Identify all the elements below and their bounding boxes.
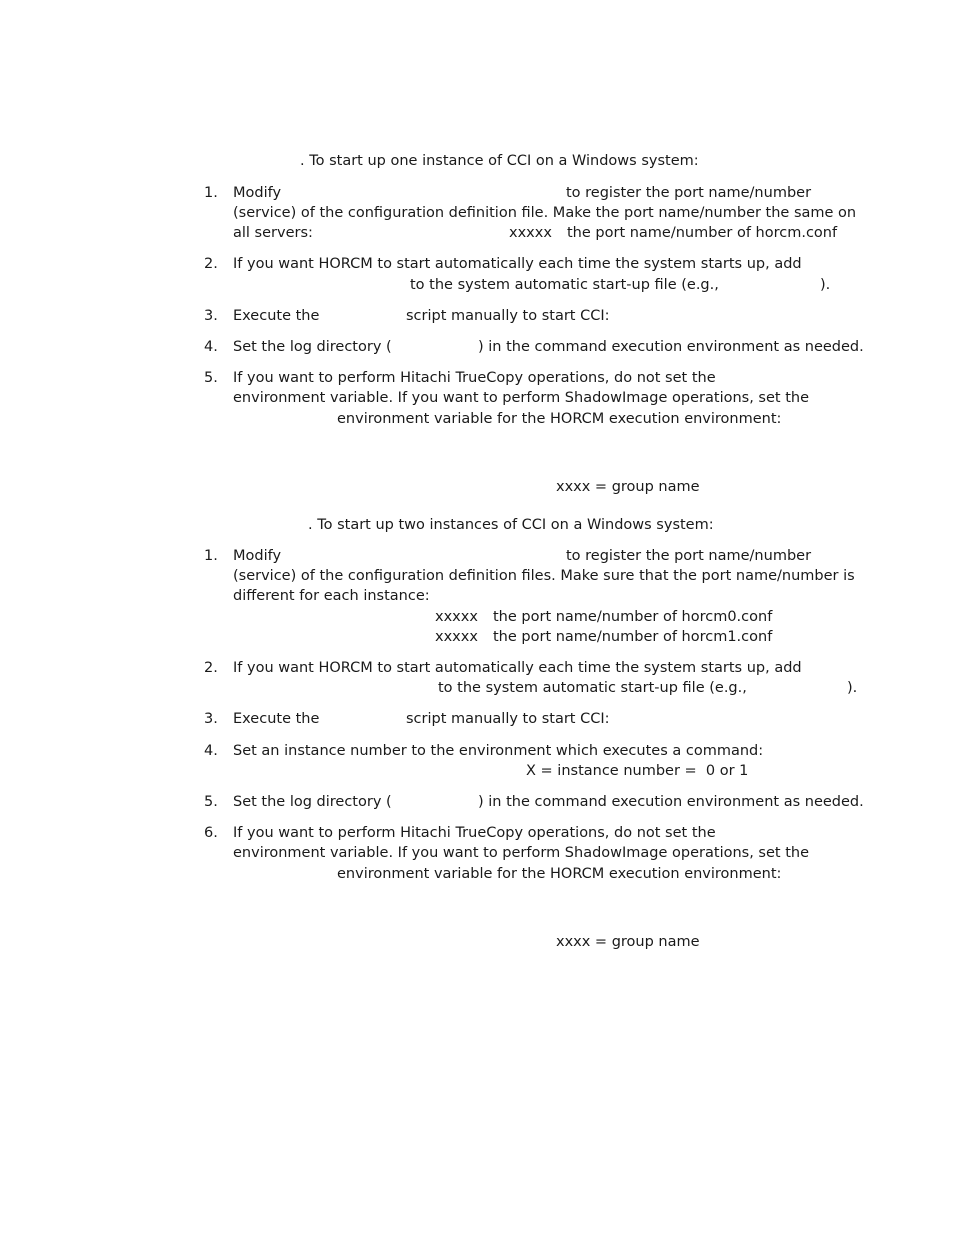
step-text: to the system automatic start-up file (e.g., xyxy=(410,277,719,293)
step-text: the port name/number of horcm.conf xyxy=(567,225,838,241)
step-number: 1. xyxy=(204,548,218,564)
step-text: If you want HORCM to start automatically each time the system starts up, add xyxy=(233,660,802,676)
step-text: all servers: xyxy=(233,225,313,241)
step-text: (service) of the configuration definition files. Make sure that the port name/number is xyxy=(233,568,855,584)
step-number: 6. xyxy=(204,825,218,841)
step-number: 2. xyxy=(204,660,218,676)
step-number: 4. xyxy=(204,339,218,355)
step-text: ) in the command execution environment as needed. xyxy=(478,339,864,355)
step-text: to register the port name/number xyxy=(566,548,812,564)
step-text: X = instance number = 0 or 1 xyxy=(526,763,749,779)
step-text: Execute the xyxy=(233,711,320,727)
step-text: script manually to start CCI: xyxy=(406,711,610,727)
step-text: Set an instance number to the environment which executes a command: xyxy=(233,743,764,759)
step-text: environment variable. If you want to perform ShadowImage operations, set the xyxy=(233,845,809,861)
step-text: ) in the command execution environment as needed. xyxy=(478,794,864,810)
step-text: the port name/number of horcm1.conf xyxy=(493,629,773,645)
step-text: Set the log directory ( xyxy=(233,794,392,810)
step-text: ). xyxy=(820,277,831,293)
step-text: Set the log directory ( xyxy=(233,339,392,355)
step-text: xxxx = group name xyxy=(556,934,700,950)
step-text: the port name/number of horcm0.conf xyxy=(493,609,773,625)
step-text: different for each instance: xyxy=(233,588,430,604)
step-text: Modify xyxy=(233,548,282,564)
step-text: (service) of the configuration definition file. Make the port name/number the same on xyxy=(233,205,857,221)
step-text: environment variable for the HORCM execution environment: xyxy=(337,866,782,882)
step-number: 5. xyxy=(204,370,218,386)
step-text: Execute the xyxy=(233,308,320,324)
step-number: 3. xyxy=(204,308,218,324)
step-number: 3. xyxy=(204,711,218,727)
step-text: script manually to start CCI: xyxy=(406,308,610,324)
step-text: xxxxx xyxy=(435,629,478,645)
step-text: to the system automatic start-up file (e.g., xyxy=(438,680,747,696)
step-text: xxxx = group name xyxy=(556,479,700,495)
step-number: 4. xyxy=(204,743,218,759)
step-text: xxxxx xyxy=(435,609,478,625)
section-one-intro: . To start up one instance of CCI on a Windows system: xyxy=(300,153,699,169)
step-number: 1. xyxy=(204,185,218,201)
step-text: If you want to perform Hitachi TrueCopy operations, do not set the xyxy=(233,370,716,386)
step-text: If you want to perform Hitachi TrueCopy operations, do not set the xyxy=(233,825,716,841)
section-two-intro: . To start up two instances of CCI on a Windows system: xyxy=(308,517,714,533)
step-text: Modify xyxy=(233,185,282,201)
step-text: to register the port name/number xyxy=(566,185,812,201)
step-text: environment variable for the HORCM execution environment: xyxy=(337,411,782,427)
step-number: 5. xyxy=(204,794,218,810)
step-text: ). xyxy=(847,680,858,696)
step-text: environment variable. If you want to perform ShadowImage operations, set the xyxy=(233,390,809,406)
step-number: 2. xyxy=(204,256,218,272)
step-text: If you want HORCM to start automatically each time the system starts up, add xyxy=(233,256,802,272)
step-text: xxxxx xyxy=(509,225,552,241)
